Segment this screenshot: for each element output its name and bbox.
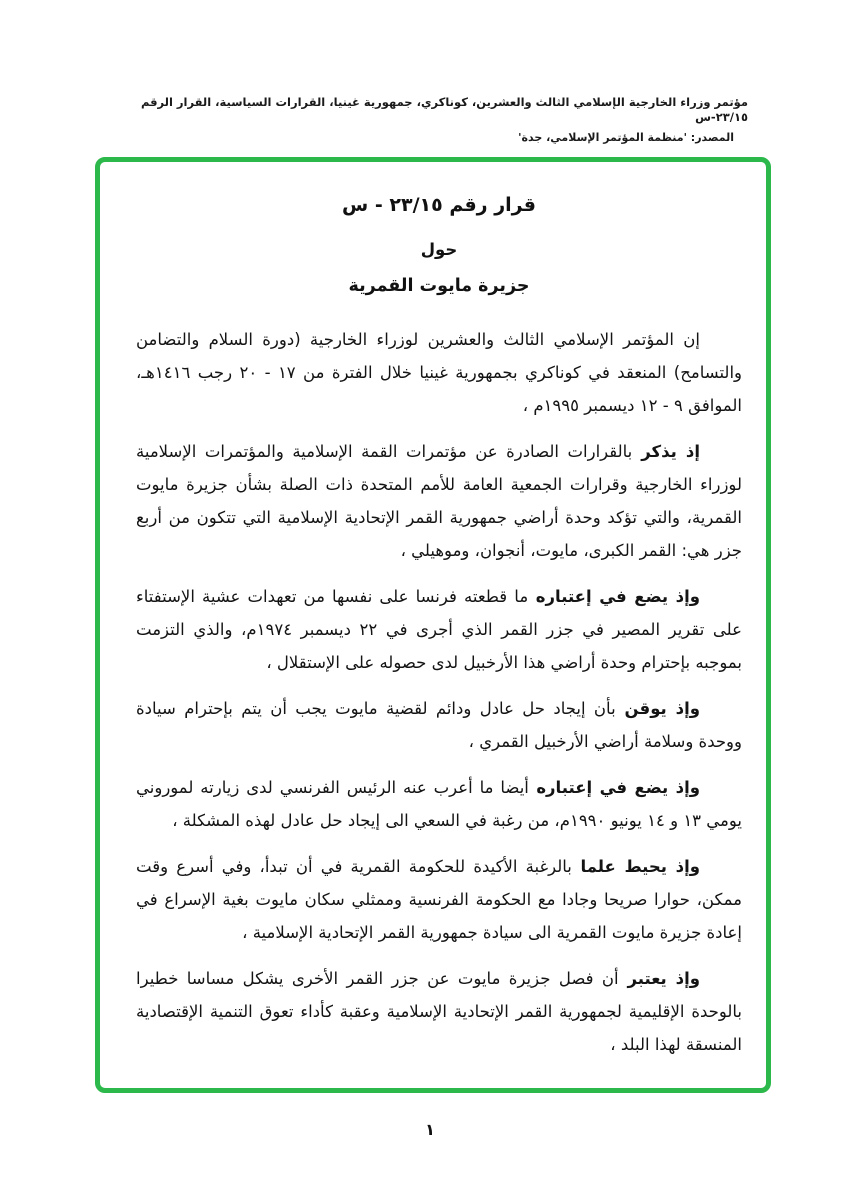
resolution-paragraph [136,850,742,949]
resolution-paragraph [136,580,742,679]
resolution-paragraph [136,962,742,1061]
paragraph-lead: وإذ يعتبر [627,969,700,988]
resolution-paragraph [136,435,742,567]
paragraph-text: ما قطعته فرنسا على نفسها من تعهدات عشية الإستفتاء على تقرير المصير في جزر القمر الذي أجرى في ٢٢ ديسمبر ١٩٧٤م، والذي التزمت بموجبه بإحترام وحدة أراضي هذا الأرخبيل لدى حصوله على الإستقلال ، [136,587,742,672]
paragraph-text: بالقرارات الصادرة عن مؤتمرات القمة الإسلامية والمؤتمرات الإسلامية لوزراء الخارجية وقرارات الجمعية العامة للأمم المتحدة ذات الصلة بشأن جزيرة مايوت القمرية، والتي تؤكد وحدة أراضي جمهورية القمر الإتحادية الإسلامية التي تتكون من أربع جزر هي: القمر الكبرى، مايوت، أنجوان، وموهيلي ، [136,442,742,560]
resolution-body [136,323,742,1061]
paragraph-text: بالرغبة الأكيدة للحكومة القمرية في أن تبدأ، وفي أسرع وقت ممكن، حوارا صريحا وجادا مع الحكومة الفرنسية وممثلي سكان مايوت بغية الإسراع في إعادة جزيرة مايوت القمرية الى سيادة جمهورية القمر الإتحادية الإسلامية ، [136,857,742,942]
resolution-paragraph [136,692,742,758]
paragraph-lead: وإذ يوقن [624,699,700,718]
header-citation-line: مؤتمر وزراء الخارجية الإسلامي الثالث والعشرين، كوناكري، جمهورية غينيا، القرارات السياسية، القرار الرقم ٢٣/١٥-س [140,95,748,124]
paragraph-text: بأن إيجاد حل عادل ودائم لقضية مايوت يجب أن يتم بإحترام سيادة ووحدة وسلامة أراضي الأرخبيل القمري ، [136,699,742,751]
document-header [110,95,748,145]
paragraph-text: إن المؤتمر الإسلامي الثالث والعشرين لوزراء الخارجية (دورة السلام والتضامن والتسامح) المنعقد في كوناكري بجمهورية غينيا خلال الفترة من ١٧ - ٢٠ رجب ١٤١٦هـ، الموافق ٩ - ١٢ ديسمبر ١٩٩٥م ، [136,330,743,415]
resolution-subtitle: حول [420,240,458,259]
content-frame [95,157,771,1093]
resolution-paragraph [136,323,742,422]
paragraph-text: أن فصل جزيرة مايوت عن جزر القمر الأخرى يشكل مساسا خطيرا بالوحدة الإقليمية لجمهورية القمر الإتحادية الإسلامية وعقبة كأداء تعوق التنمية الإقتصادية المنسقة لهذا البلد ، [136,969,742,1054]
resolution-topic-title: جزيرة مايوت القمرية [348,276,530,296]
resolution-paragraph [136,771,742,837]
paragraph-text: أيضا ما أعرب عنه الرئيس الفرنسي لدى زيارته لموروني يومي ١٣ و ١٤ يونيو ١٩٩٠م، من رغبة في السعي الى إيجاد حل عادل لهذه المشكلة ، [136,778,742,830]
paragraph-lead: وإذ يضع في إعتباره [535,587,701,606]
header-source-line: المصدر: 'منظمة المؤتمر الإسلامي، جدة' [518,131,734,144]
page-number: ١ [425,1120,435,1139]
resolution-number-title: قرار رقم ٢٣/١٥ - س [342,194,536,216]
paragraph-lead: وإذ يضع في إعتباره [536,778,700,797]
paragraph-lead: وإذ يحيط علما [580,857,700,876]
paragraph-lead: إذ يذكر [641,442,700,461]
